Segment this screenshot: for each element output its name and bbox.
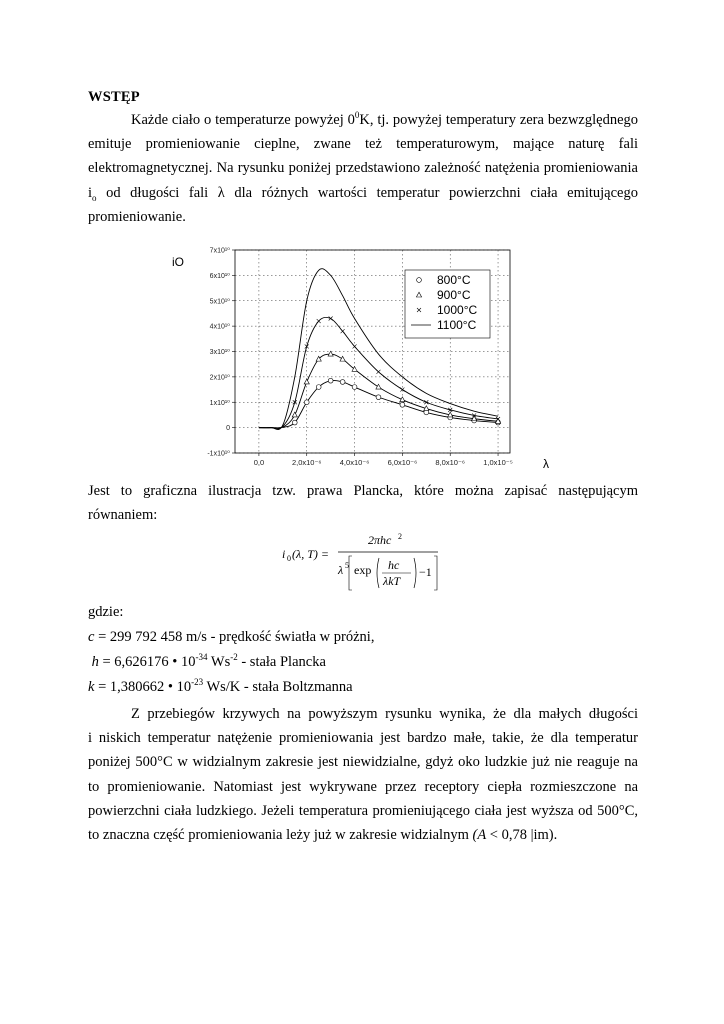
- conclusion-text: (A: [472, 827, 487, 844]
- formula-right-bracket: [434, 556, 437, 590]
- definitions-intro: gdzie:: [88, 604, 124, 620]
- formula-right-paren: [414, 558, 416, 588]
- formula-minus-one: −1: [419, 565, 432, 579]
- formula-args: (λ, T) =: [292, 547, 329, 561]
- intro-line: elektromagnetycznej. Na rysunku poniżej przedstawiono zależność natężenia promieniowania: [88, 160, 638, 177]
- intro-line: [88, 181, 638, 205]
- x-tick-label: 6,0x10⁻⁶: [387, 458, 418, 467]
- legend-label: 1100°C: [437, 318, 477, 332]
- x-tick-label: 1,0x10⁻⁵: [483, 458, 513, 467]
- formula-lhs-sub: 0: [287, 554, 291, 563]
- data-point-marker: [352, 385, 357, 390]
- planck-formula-svg: [280, 530, 440, 592]
- data-point-marker: [328, 378, 333, 383]
- symbol-k: k: [88, 679, 95, 695]
- legend-label: 800°C: [437, 273, 471, 287]
- law-paragraph: [88, 479, 638, 527]
- definition-text: = 6,626176 • 10: [98, 654, 196, 670]
- exponent: -2: [230, 652, 238, 662]
- conclusion-line: i niskich temperatur natężenie promieniowania jest bardzo małe, takie, że dla temperatur: [88, 730, 638, 747]
- definition-text: = 299 792 458 m/s - prędkość światła w próżni,: [94, 629, 375, 645]
- formula-exp: exp: [354, 563, 372, 577]
- symbol-c: c: [88, 629, 95, 645]
- data-point-marker: [376, 395, 381, 400]
- definitions: [88, 600, 648, 700]
- legend-label: 1000°C: [437, 303, 478, 317]
- law-line: Jest to graficzna ilustracja tzw. prawa Plancka, które można zapisać następującym: [88, 483, 638, 499]
- exponent: -34: [195, 652, 208, 662]
- data-point-marker: [340, 380, 345, 385]
- formula-lambda-sup: 5: [345, 561, 349, 570]
- y-tick-label: 7x10¹⁰: [209, 247, 230, 255]
- x-tick-label: 0,0: [253, 458, 265, 467]
- symbol-h: h: [91, 654, 99, 670]
- intro-text: od długości fali λ dla różnych wartości temperatur powierzchni ciała emitującego: [96, 184, 638, 201]
- conclusion-text: < 0,78 |im).: [486, 827, 558, 844]
- y-axis-label: iO: [172, 255, 184, 269]
- y-tick-label: 0: [226, 425, 230, 433]
- intro-line: [88, 108, 638, 132]
- data-point-marker: [400, 402, 405, 407]
- x-axis-label: λ: [543, 457, 549, 471]
- formula-left-bracket: [349, 556, 352, 590]
- definition-text: = 1,380662 • 10: [94, 679, 192, 695]
- definition-text: - stała Plancka: [237, 654, 326, 670]
- planck-chart-svg: [150, 240, 560, 475]
- legend-label: 900°C: [437, 288, 471, 302]
- data-point-marker: [292, 420, 297, 425]
- formula-numerator: 2πhc: [368, 533, 392, 547]
- y-tick-label: 5x10¹⁰: [209, 298, 230, 306]
- section-heading: WSTĘP: [88, 89, 140, 105]
- conclusion-text: to znaczna część promieniowania leży już w zakresie widzialnym: [88, 827, 473, 844]
- conclusion-line: poniżej 500°C w widzialnym zakresie jest niewidzialne, gdyż oko ludzkie już nie reaguje na: [88, 754, 638, 771]
- conclusion-line: powierzchni ciała ludzkiego. Jeżeli temperatura promieniującego ciała jest wyższa od 500°C,: [88, 802, 638, 819]
- intro-subscript: o: [92, 192, 97, 203]
- intro-line: emituje promieniowanie cieplne, zwane też temperaturowym, mające naturę fali: [88, 136, 638, 153]
- conclusion-line: to promieniowanie. Natomiast jest wykrywane przez receptory ciepła rozmieszczone na: [88, 778, 638, 795]
- planck-chart: [150, 240, 560, 475]
- data-point-marker: [304, 400, 309, 405]
- exponent: -23: [191, 677, 204, 687]
- x-tick-label: 8,0x10⁻⁶: [435, 458, 466, 467]
- legend-marker: [417, 278, 422, 283]
- definition-h: [88, 650, 648, 675]
- formula-lhs: i: [282, 547, 286, 561]
- definition-c: [88, 625, 648, 650]
- formula-frac-den: λkT: [383, 574, 401, 588]
- intro-line: promieniowanie.: [88, 208, 186, 225]
- definition-text: Ws/K - stała Boltzmanna: [203, 679, 353, 695]
- definition-k: [88, 675, 648, 700]
- formula-frac-num: hc: [388, 558, 400, 572]
- formula-numerator-sup: 2: [398, 532, 402, 541]
- law-line: równaniem:: [88, 507, 158, 524]
- y-tick-label: -1x10¹⁰: [207, 450, 230, 458]
- definition-text: Ws: [207, 654, 231, 670]
- conclusion-line: Z przebiegów krzywych na powyższym rysunku wynika, że dla małych długości: [131, 706, 638, 722]
- y-tick-label: 1x10¹⁰: [209, 399, 230, 407]
- x-tick-label: 2,0x10⁻⁶: [291, 458, 322, 467]
- formula-left-paren: [377, 558, 379, 588]
- conclusion-line: [88, 823, 638, 847]
- formula-lambda: λ: [338, 563, 344, 577]
- intro-text: K, tj. powyżej temperatury zera bezwzględnego: [359, 112, 638, 128]
- y-tick-label: 2x10¹⁰: [209, 374, 230, 382]
- y-tick-label: 3x10¹⁰: [209, 349, 230, 356]
- y-tick-label: 6x10¹⁰: [209, 272, 230, 280]
- intro-superscript: 0: [354, 110, 360, 120]
- conclusion-paragraph: [88, 702, 638, 847]
- x-tick-label: 4,0x10⁻⁶: [339, 458, 370, 467]
- intro-paragraph: [88, 108, 638, 229]
- data-point-marker: [316, 385, 321, 390]
- y-tick-label: 4x10¹⁰: [209, 323, 230, 331]
- planck-formula: [280, 530, 440, 592]
- intro-text: i: [88, 184, 93, 201]
- intro-text: Każde ciało o temperaturze powyżej 0: [131, 112, 355, 128]
